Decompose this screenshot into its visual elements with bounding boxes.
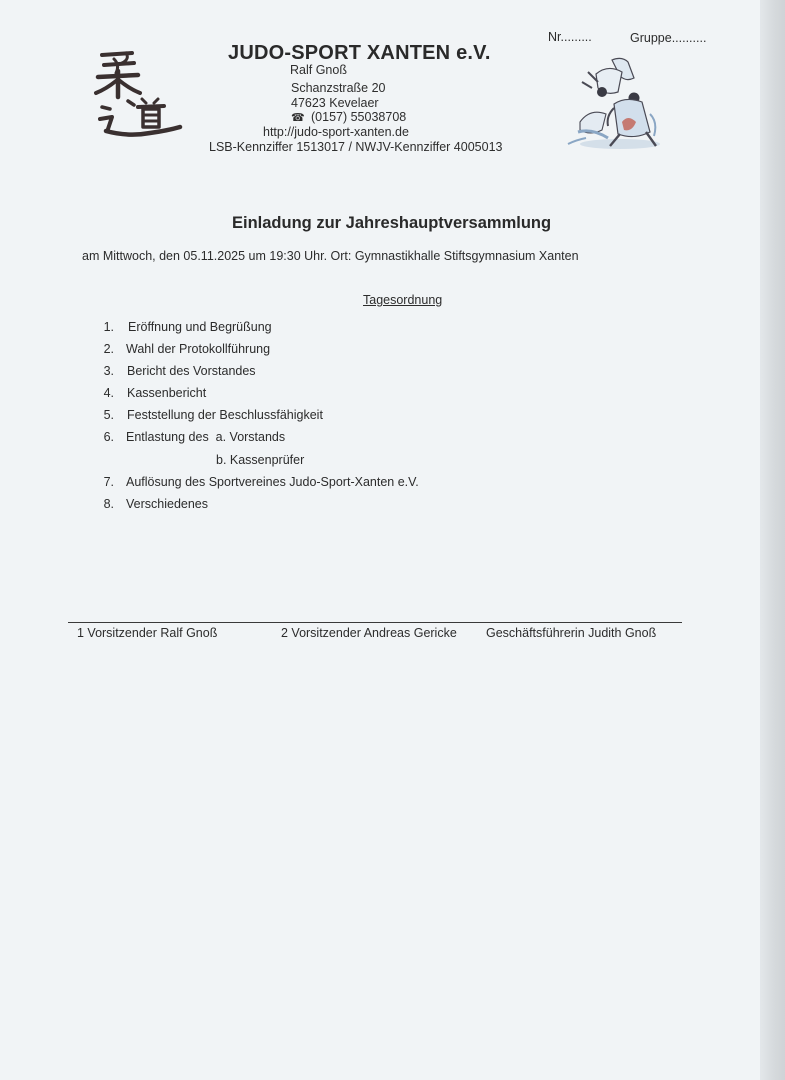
gruppe-field: Gruppe..........: [630, 31, 707, 45]
club-identifiers: LSB-Kennziffer 1513017 / NWJV-Kennziffer 4005013: [209, 140, 503, 154]
signature-second-chair: 2 Vorsitzender Andreas Gericke: [281, 626, 457, 640]
website-link[interactable]: http://judo-sport-xanten.de: [263, 125, 409, 139]
agenda-item-text: Bericht des Vorstandes: [127, 364, 256, 378]
scan-edge: [760, 0, 785, 1080]
agenda-item-number: 3.: [103, 364, 114, 378]
signature-managing-director: Geschäftsführerin Judith Gnoß: [486, 626, 657, 640]
agenda-item-text: Eröffnung und Begrüßung: [128, 320, 272, 334]
contact-city: 47623 Kevelaer: [291, 96, 379, 110]
agenda-item-text: Entlastung des a. Vorstands: [126, 430, 286, 444]
agenda-item-number: 7.: [103, 475, 114, 489]
phone-number: (0157) 55038708: [311, 110, 407, 124]
agenda-item-number: 8.: [103, 497, 114, 511]
contact-street: Schanzstraße 20: [291, 81, 386, 95]
agenda-item-number: 2.: [103, 342, 114, 356]
judo-calligraphy-logo: [88, 45, 184, 141]
agenda-item-number: 1.: [103, 320, 114, 334]
telephone-icon: ☎: [291, 112, 305, 124]
club-name: JUDO-SPORT XANTEN e.V.: [228, 42, 491, 64]
agenda-item-text: Auflösung des Sportvereines Judo-Sport-Xanten e.V.: [126, 475, 419, 489]
contact-name: Ralf Gnoß: [290, 63, 347, 77]
contact-phone: [291, 110, 406, 124]
signature-first-chair: 1 Vorsitzender Ralf Gnoß: [77, 626, 218, 640]
agenda-item-number: 6.: [103, 430, 114, 444]
signature-line: [68, 622, 682, 623]
agenda-subitem-text: b. Kassenprüfer: [216, 453, 305, 467]
agenda-heading: Tagesordnung: [363, 293, 443, 307]
meeting-date-location: am Mittwoch, den 05.11.2025 um 19:30 Uhr. Ort: Gymnastikhalle Stiftsgymnasium Xanten: [82, 249, 579, 263]
agenda-item-text: Feststellung der Beschlussfähigkeit: [127, 408, 323, 422]
agenda-item-text: Kassenbericht: [127, 386, 207, 400]
agenda-item-number: 4.: [103, 386, 114, 400]
agenda-item-text: Verschiedenes: [126, 497, 209, 511]
judo-throw-illustration: [562, 52, 662, 157]
nr-field: Nr.........: [548, 30, 592, 44]
agenda-item-number: 5.: [103, 408, 114, 422]
document-title: Einladung zur Jahreshauptversammlung: [232, 214, 552, 232]
agenda-item-text: Wahl der Protokollführung: [126, 342, 271, 356]
